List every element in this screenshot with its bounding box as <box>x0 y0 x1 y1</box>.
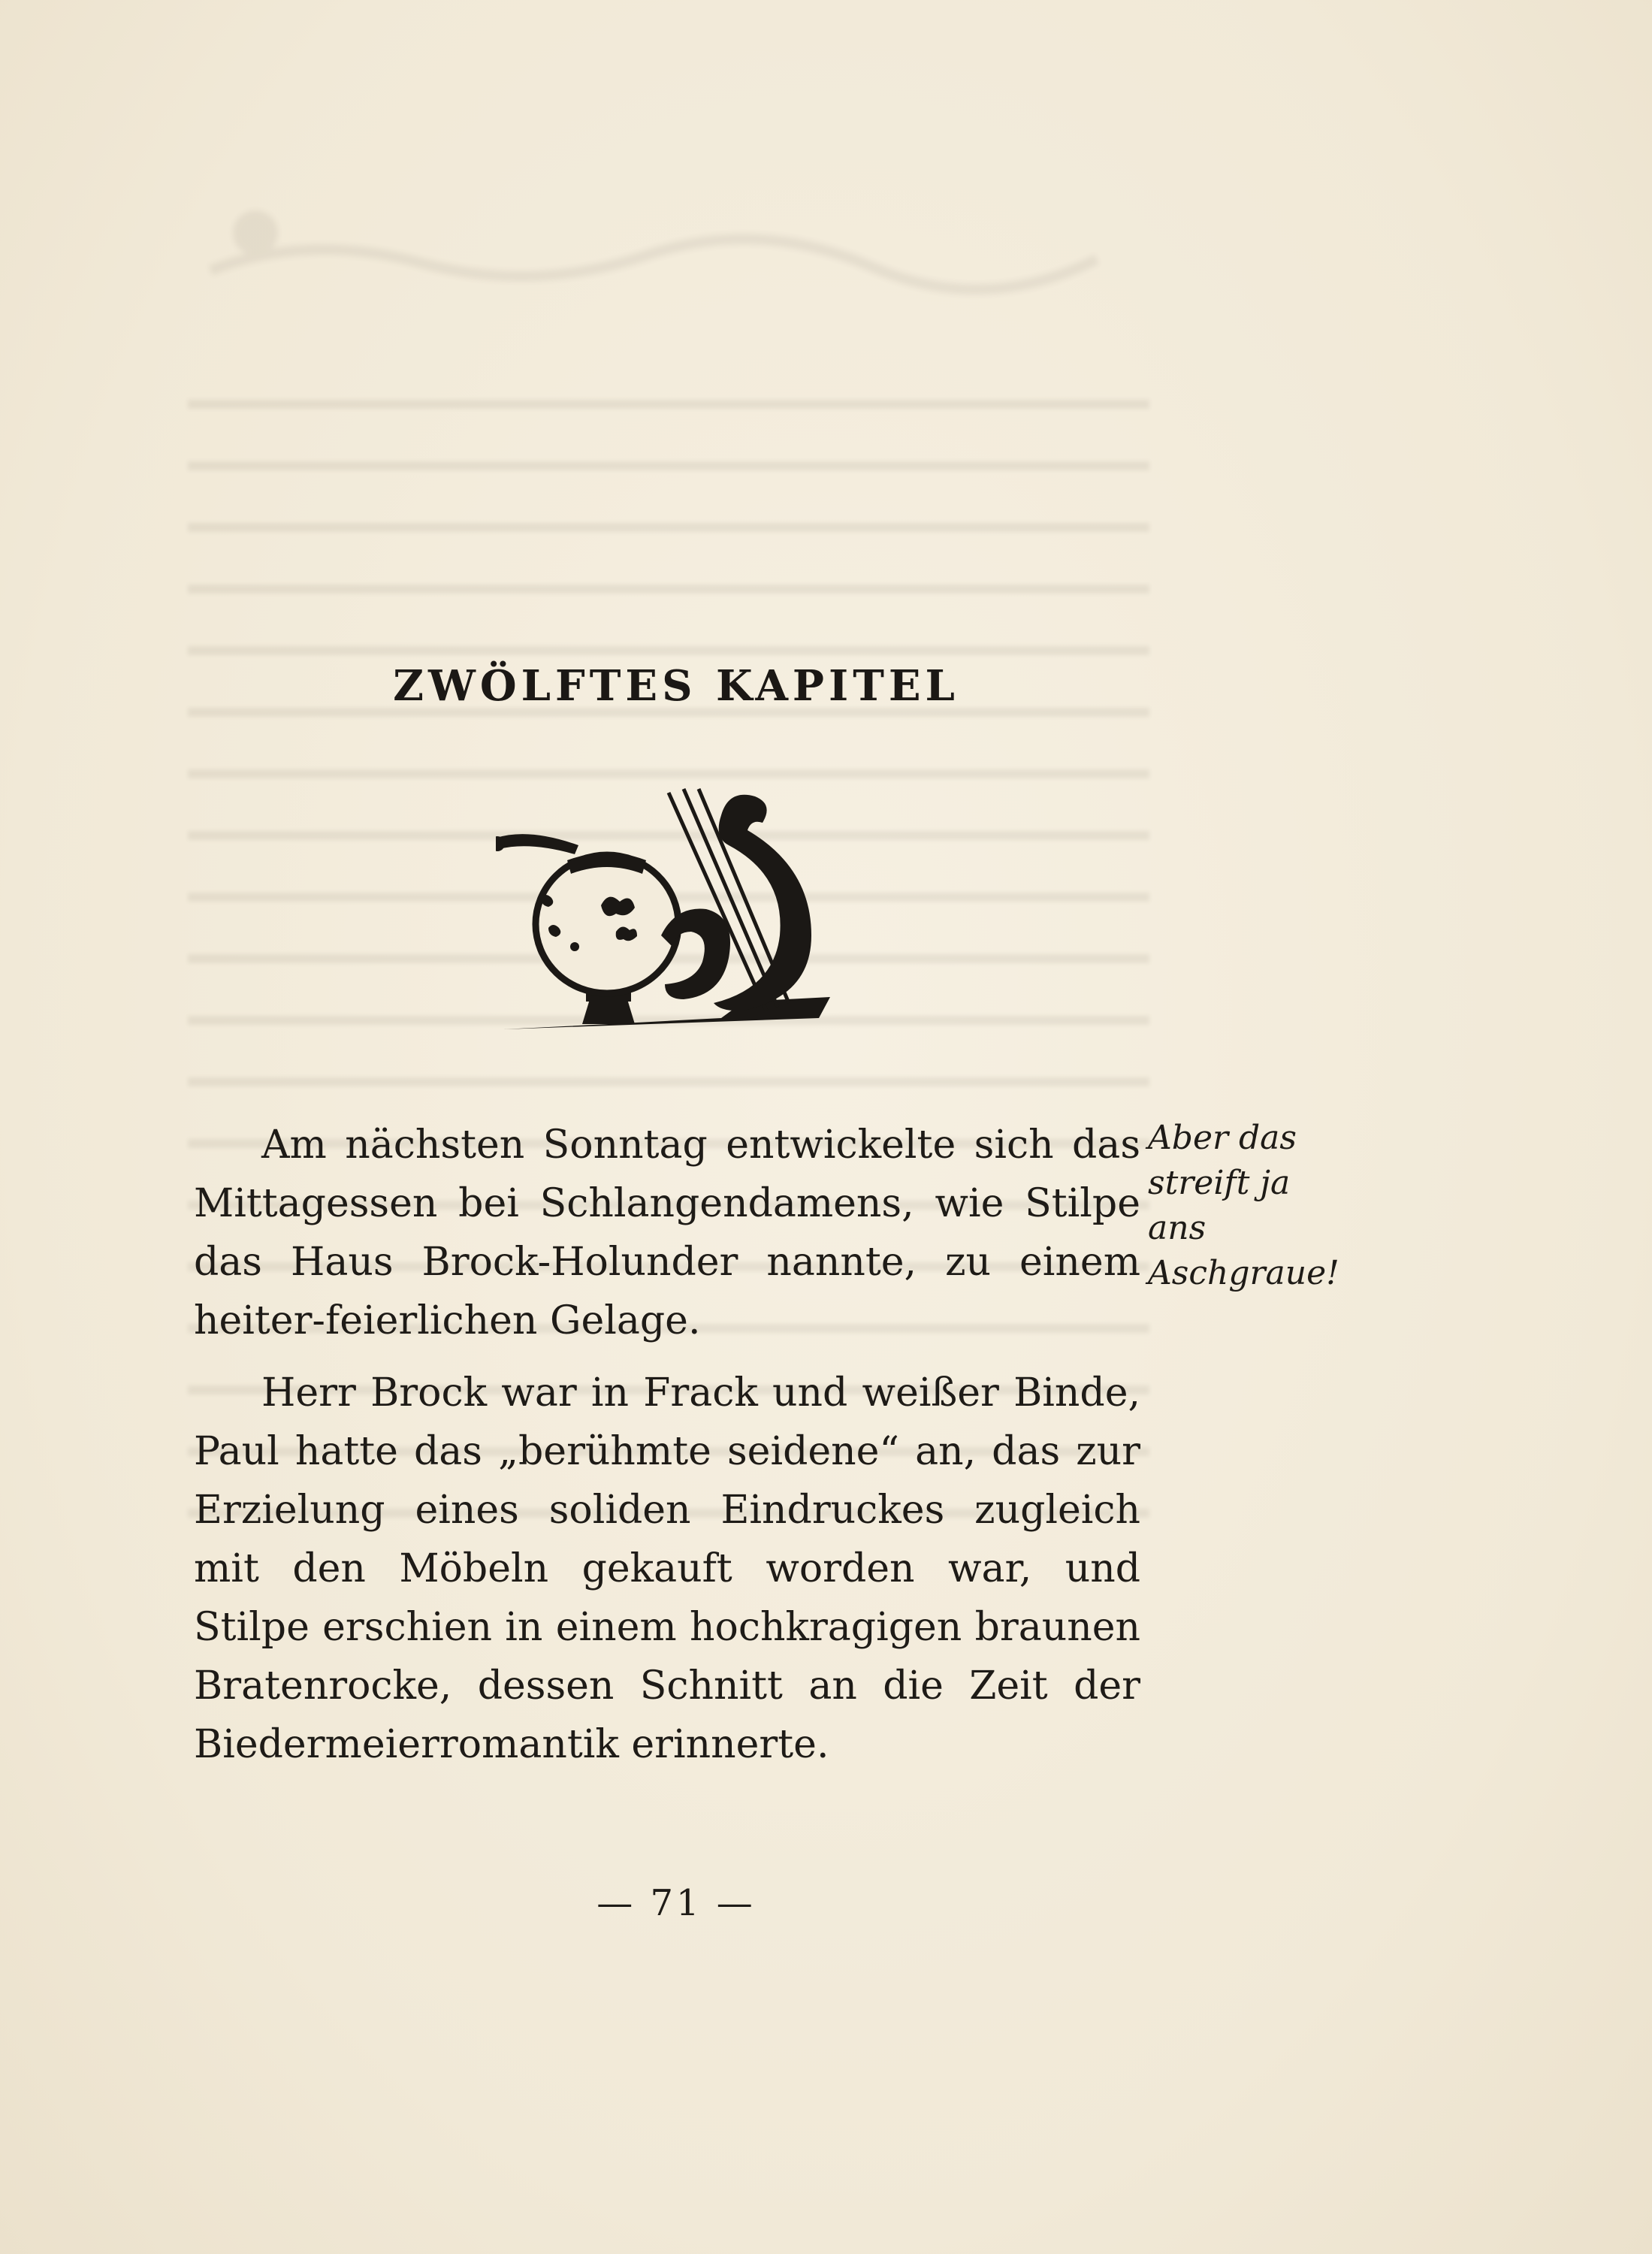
paragraph-2: Herr Brock war in Frack und weißer Binde, Paul hatte das „berühmte seidene“ an, das zur Erzielung eines soliden Eindruckes zugleich mit den Möbeln gekauft worden war, und Stilpe erschien in einem hochkragigen braunen Bratenrocke, dessen Schnitt an die Zeit der Biedermeierromantik erinnerte. <box>194 1370 1140 1767</box>
chapter-title: ZWÖLFTES KAPITEL <box>393 661 959 711</box>
decorated-initial-d-with-jug-and-lyre-icon <box>496 785 849 1041</box>
margin-note: Aber das streift ja ans Aschgraue! <box>1148 1119 1339 1292</box>
chapter-body <box>194 1116 1140 1787</box>
paragraph-1: Am nächsten Sonntag entwickelte sich das Mittagessen bei Schlangendamens, wie Stilpe das Haus Brock-Holunder nannte, zu einem heiter-feierlichen Gelage. <box>194 1122 1140 1343</box>
page-number: — 71 — <box>596 1882 756 1924</box>
bleed-through-ornament <box>195 203 1112 301</box>
